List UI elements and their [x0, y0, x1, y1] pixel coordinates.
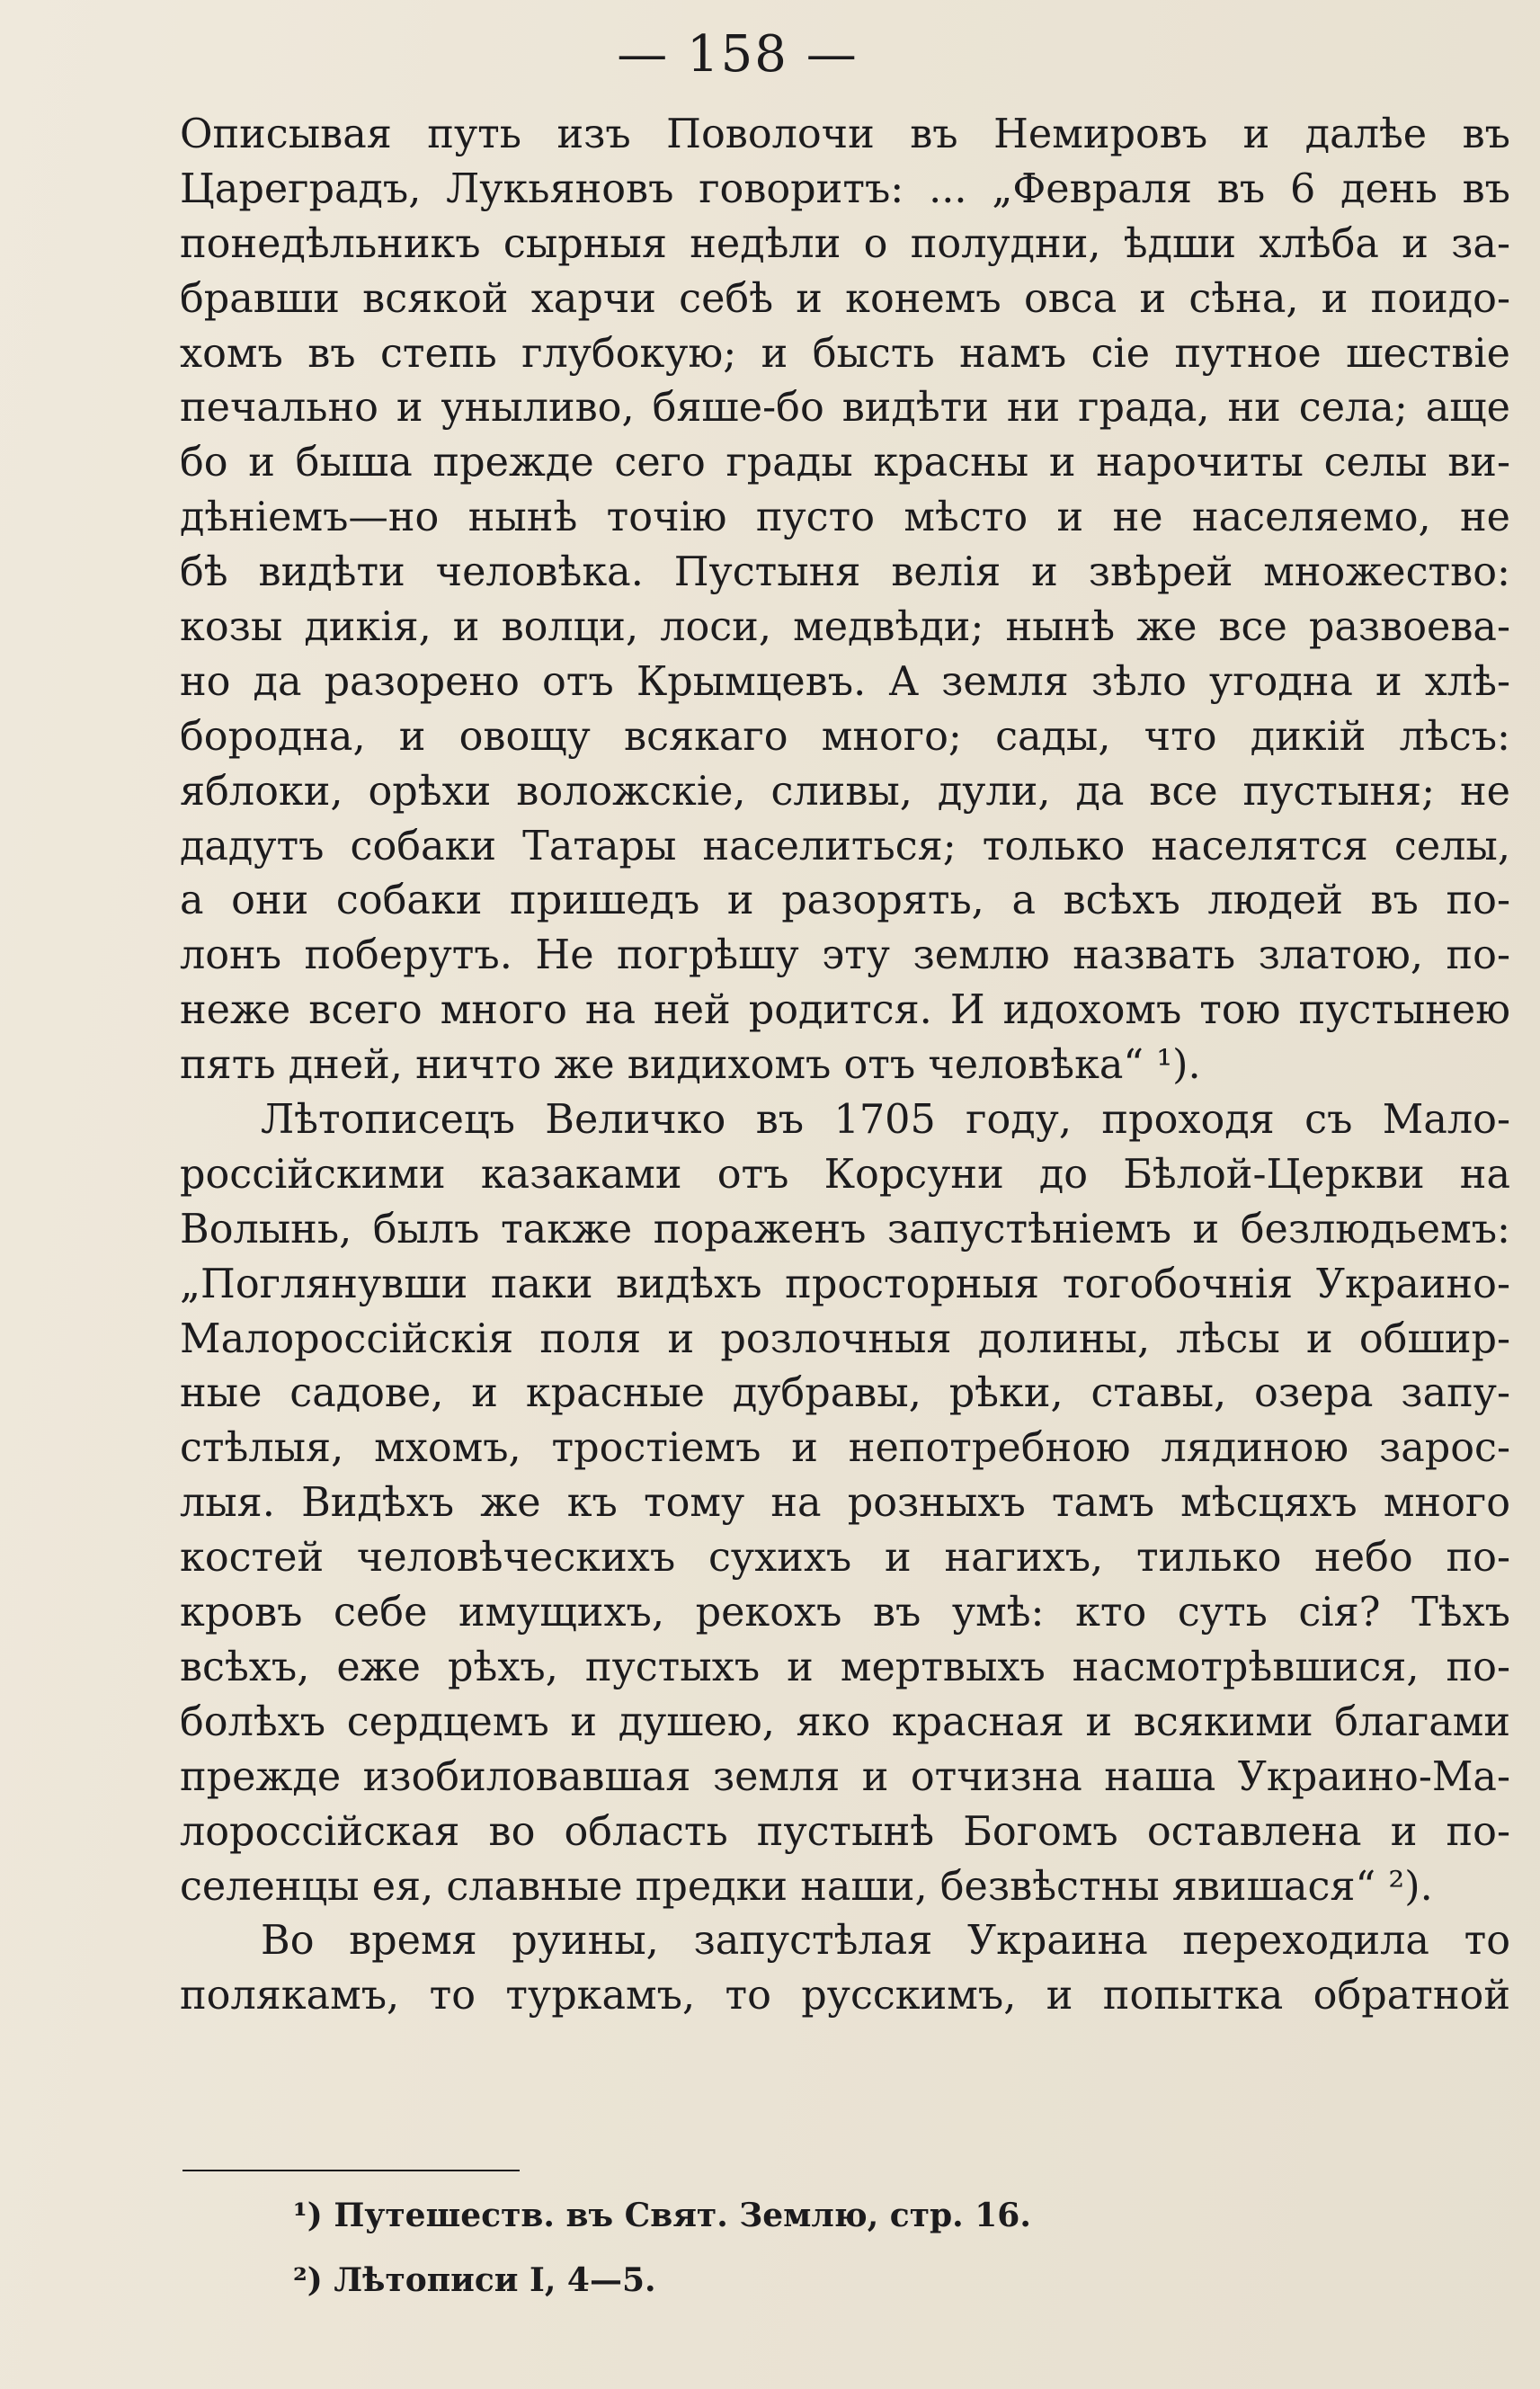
paragraph-velichko — [180, 1093, 1510, 1914]
text-line: стѣлыя, мхомъ, тростіемъ и непотребною лядиною зарос- — [180, 1425, 1510, 1472]
main-text — [180, 108, 1510, 2024]
text-line: хомъ въ степь глубокую; и бысть намъ сіе путное шествіе — [180, 330, 1510, 377]
text-line: бородна, и овощу всякаго много; сады, что дикій лѣсъ: — [180, 713, 1510, 760]
text-line: прежде изобиловавшая земля и отчизна наша Украино-Ма- — [180, 1753, 1510, 1800]
text-line: ные садове, и красные дубравы, рѣки, ставы, озера запу- — [180, 1370, 1510, 1417]
footnote-1: ¹) Путешеств. въ Свят. Землю, стр. 16. — [293, 2197, 1031, 2234]
footnote-2: ²) Лѣтописи I, 4—5. — [293, 2261, 656, 2299]
text-line: Описывая путь изъ Поволочи въ Немировъ и далѣе въ — [180, 111, 1510, 157]
text-line: а они собаки пришедъ и разорять, а всѣхъ людей въ по- — [180, 878, 1510, 924]
text-line: Во время руины, запустѣлая Украина переходила то — [261, 1918, 1510, 1965]
text-line: всѣхъ, еже рѣхъ, пустыхъ и мертвыхъ насмотрѣвшися, по- — [180, 1644, 1510, 1690]
text-line: Лѣтописецъ Величко въ 1705 году, проходя съ Мало- — [261, 1097, 1510, 1144]
text-line: „Поглянувши паки видѣхъ просторныя тогобочнія Украино- — [180, 1261, 1510, 1307]
text-line: бо и быша прежде сего грады красны и нарочиты селы ви- — [180, 440, 1510, 486]
text-line: пять дней, ничто же видихомъ отъ человѣка“ ¹). — [180, 1042, 1201, 1089]
text-line: дадутъ собаки Татары населиться; только населятся селы, — [180, 823, 1510, 869]
text-line: полякамъ, то туркамъ, то русскимъ, и попытка обратной — [180, 1973, 1510, 2019]
text-line: но да разорено отъ Крымцевъ. А земля зѣло угодна и хлѣ- — [180, 658, 1510, 705]
paragraph-lukyanov — [180, 108, 1510, 1093]
text-line: яблоки, орѣхи воложскіе, сливы, дули, да все пустыня; не — [180, 768, 1510, 815]
text-line: кровъ себе имущихъ, рекохъ въ умѣ: кто суть сія? Тѣхъ — [180, 1590, 1510, 1636]
page-number: — 158 — — [617, 25, 859, 84]
text-line: лыя. Видѣхъ же къ тому на розныхъ тамъ мѣсцяхъ много — [180, 1480, 1510, 1527]
footnote-separator — [182, 2170, 520, 2171]
text-line: лонъ поберутъ. Не погрѣшу эту землю назвать златою, по- — [180, 932, 1510, 979]
text-line: понедѣльникъ сырныя недѣли о полудни, ѣдши хлѣба и за- — [180, 220, 1510, 267]
text-line: бравши всякой харчи себѣ и конемъ овса и сѣна, и поидо- — [180, 275, 1510, 322]
footnotes — [293, 2183, 1192, 2313]
text-line: Цареградъ, Лукьяновъ говоритъ: ... „Февраля въ 6 день въ — [180, 165, 1510, 212]
text-line: россійскими казаками отъ Корсуни до Бѣлой-Церкви на — [180, 1151, 1510, 1198]
text-line: бѣ видѣти человѣка. Пустыня велія и звѣрей множество: — [180, 549, 1510, 596]
text-line: лороссійская во область пустынѣ Богомъ оставлена и по- — [180, 1808, 1510, 1855]
paragraph-ruin — [180, 1914, 1510, 2024]
text-line: Малороссійскія поля и розлочныя долины, лѣсы и обшир- — [180, 1315, 1510, 1362]
text-line: дѣніемъ—но нынѣ точію пусто мѣсто и не населяемо, не — [180, 495, 1510, 541]
text-line: селенцы ея, славные предки наши, безвѣстны явишася“ ²). — [180, 1863, 1433, 1910]
text-line: неже всего много на ней родится. И идохомъ тою пустынею — [180, 987, 1510, 1034]
text-line: печально и уныливо, бяше-бо видѣти ни града, ни села; аще — [180, 385, 1510, 432]
text-line: козы дикія, и волци, лоси, медвѣди; нынѣ же все развоева- — [180, 604, 1510, 651]
text-line: болѣхъ сердцемъ и душею, яко красная и всякими благами — [180, 1698, 1510, 1745]
text-line: Волынь, былъ также пораженъ запустѣніемъ и безлюдьемъ: — [180, 1206, 1510, 1252]
text-line: костей человѣческихъ сухихъ и нагихъ, тилько небо по- — [180, 1535, 1510, 1582]
